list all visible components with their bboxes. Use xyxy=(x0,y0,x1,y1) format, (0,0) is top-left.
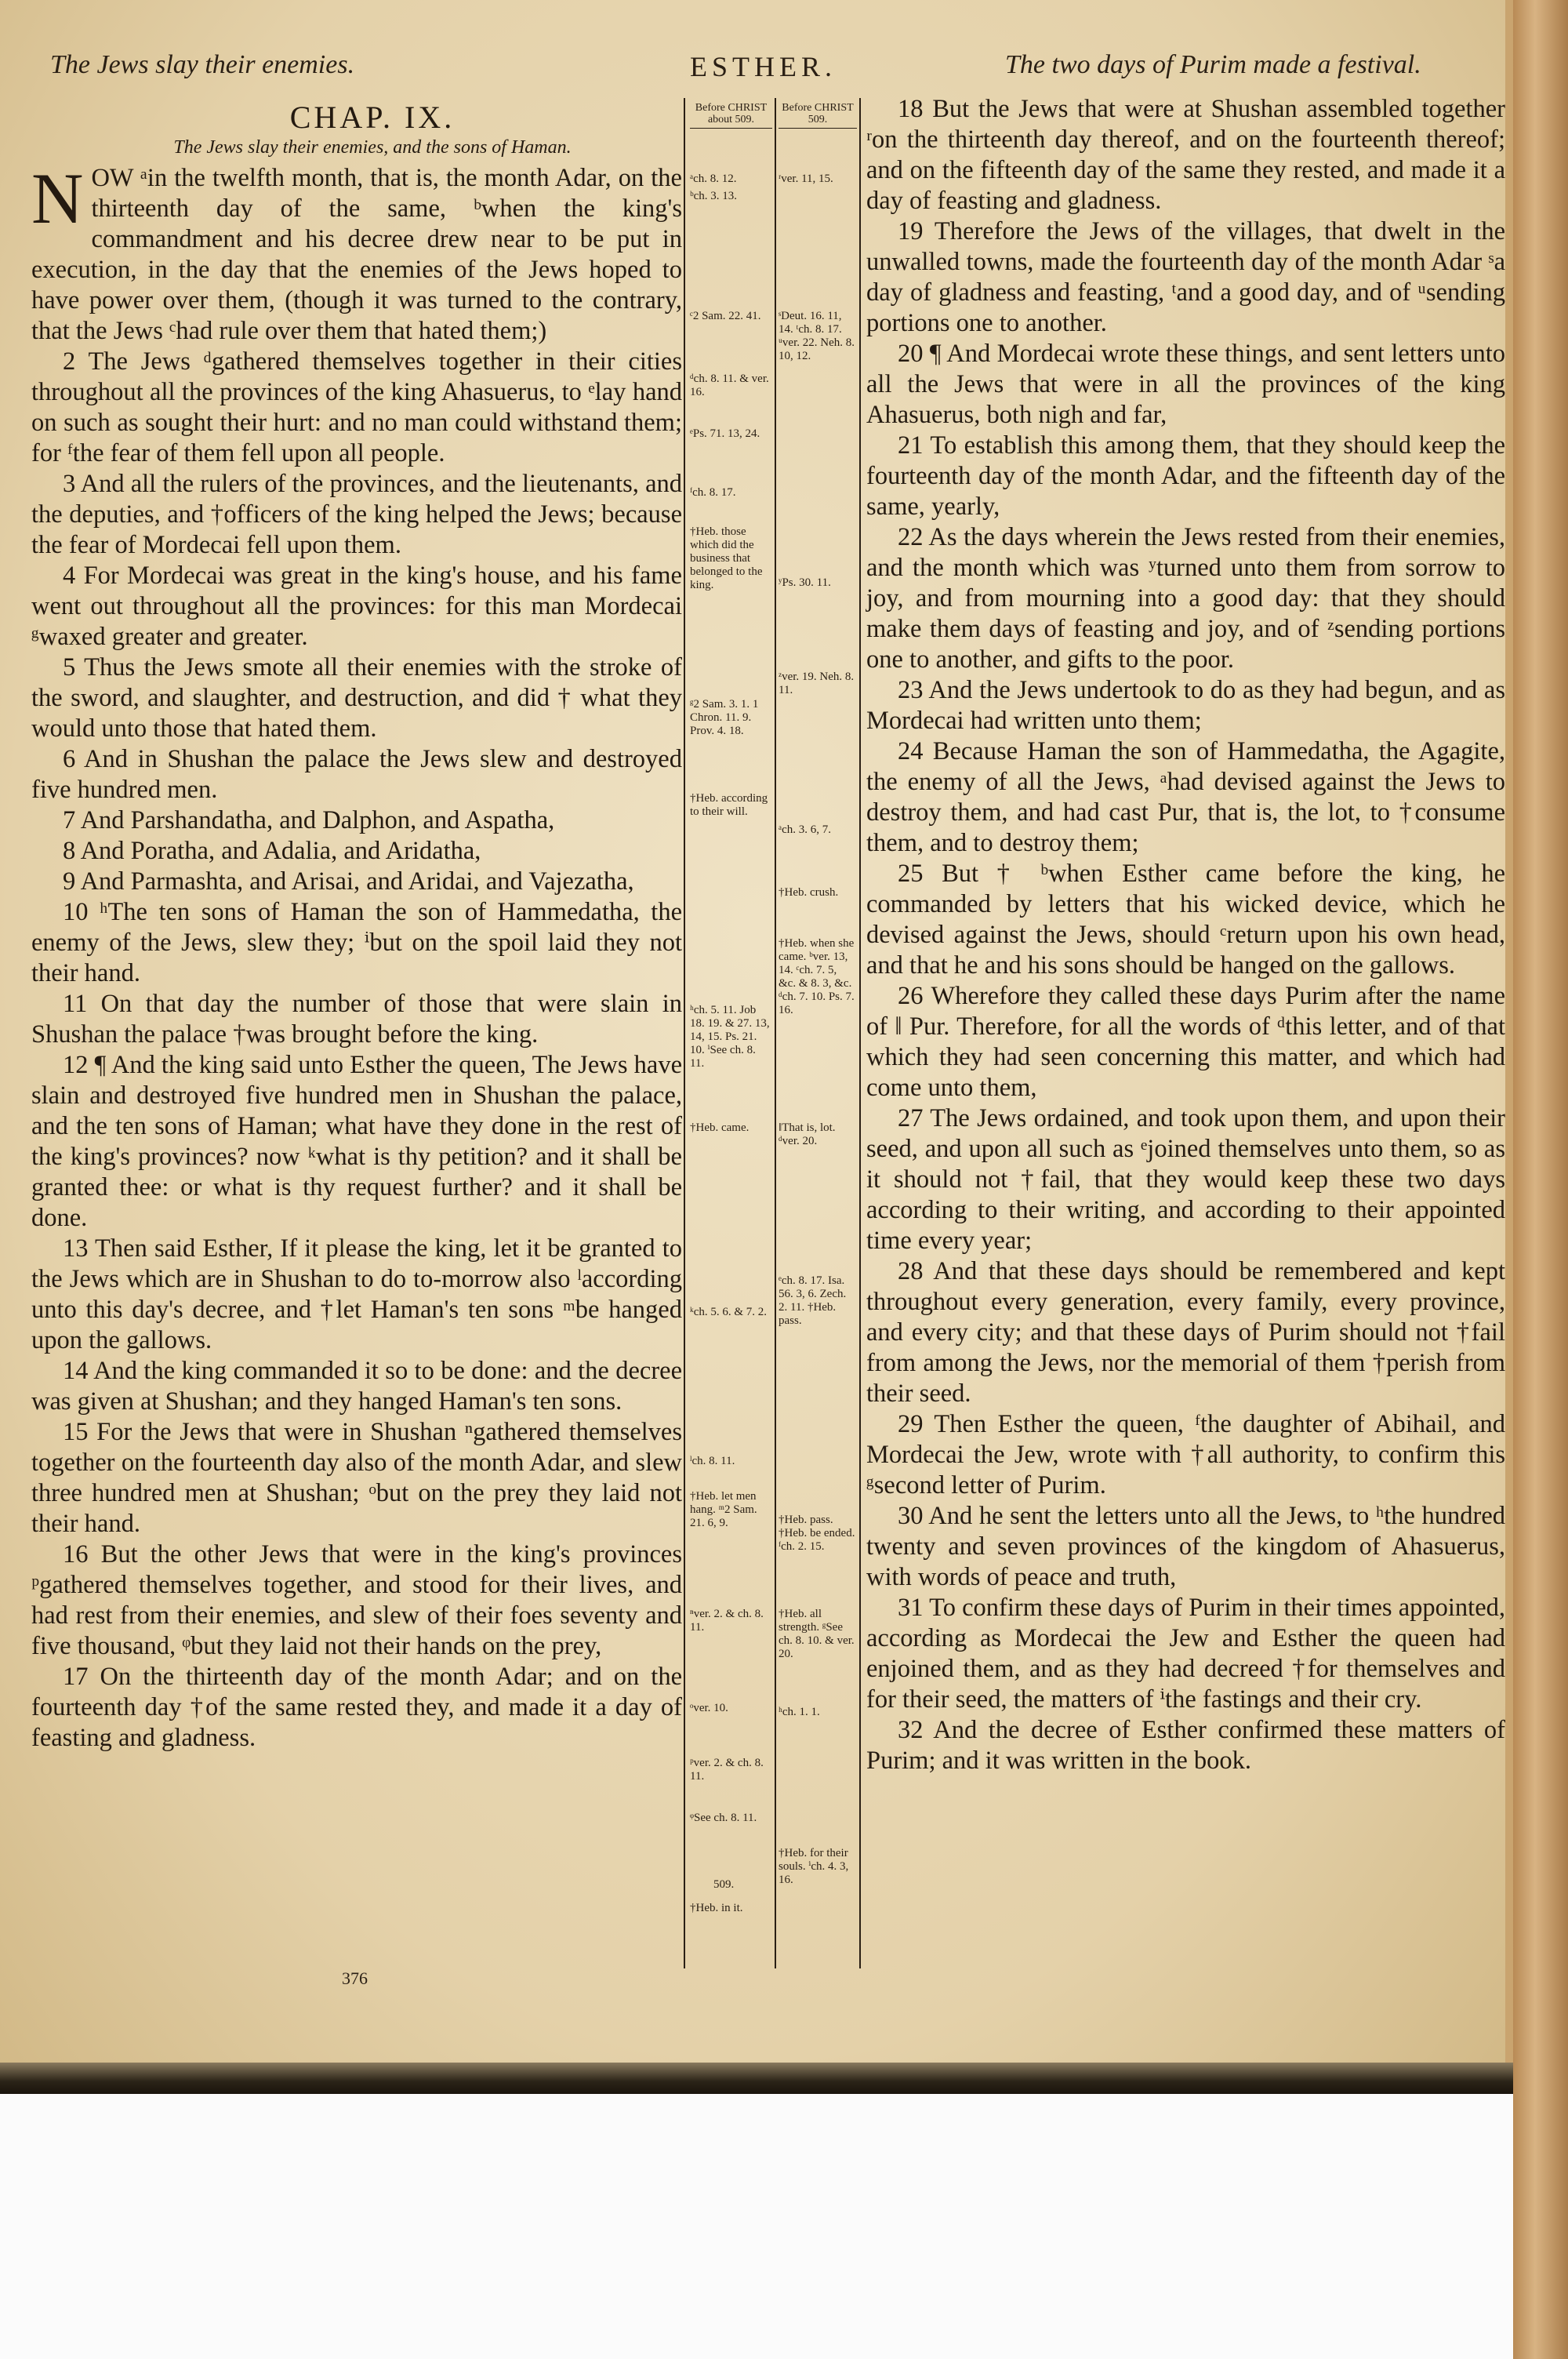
margin-note: ᵒver. 10. xyxy=(690,1702,728,1714)
margin-note: ʸPs. 30. 11. xyxy=(779,576,831,589)
verse: 30 And he sent the letters unto all the Jews, to ʰthe hundred twenty and seven provinces of the kingdom of Ahasuerus, with words of peace and truth, xyxy=(866,1502,1505,1591)
verse: 3 And all the rulers of the provinces, and the lieutenants, and the deputies, and †officers of the king helped the Jews; because the fear of Mordecai fell upon them. xyxy=(31,470,682,559)
margin-note: ˢDeut. 16. 11, 14. ᵗch. 8. 17. ᵘver. 22. Neh. 8. 10, 12. xyxy=(779,310,855,362)
running-head-left: The Jews slay their enemies. xyxy=(50,50,355,79)
drop-cap: N xyxy=(31,158,84,238)
verse: 17 On the thirteenth day of the month Adar; and on the fourteenth day †of the same rested they, and made it a day of feasting and gladness. xyxy=(31,1663,682,1752)
running-head-book: ESTHER. xyxy=(690,51,837,82)
margin-note: ᵃch. 3. 6, 7. xyxy=(779,823,832,836)
margin-note: ᶜ2 Sam. 22. 41. xyxy=(690,310,761,322)
margin-note: †Heb. those which did the business that belonged to the king. xyxy=(690,525,763,591)
verse: 7 And Parshandatha, and Dalphon, and Aspatha, xyxy=(63,806,555,834)
chapter-summary: The Jews slay their enemies, and the sons of Haman. xyxy=(173,137,572,158)
margin-note: 509. xyxy=(713,1878,735,1891)
right-text-column xyxy=(866,94,1505,1776)
chapter-title: CHAP. IX. xyxy=(289,100,456,135)
margin-note: ᶠch. 8. 17. xyxy=(690,486,736,499)
margin-note: ʳver. 11, 15. xyxy=(779,173,833,185)
margin-note: †Heb. pass. †Heb. be ended. ᶠch. 2. 15. xyxy=(779,1514,855,1553)
verse: 8 And Poratha, and Adalia, and Aridatha, xyxy=(63,837,481,865)
margin-note: ᵏch. 5. 6. & 7. 2. xyxy=(690,1306,768,1318)
margin-note: ‖That is, lot. ᵈver. 20. xyxy=(779,1121,836,1147)
verse: 16 But the other Jews that were in the king's provinces ᵖgathered themselves together, and stood for their lives, and had rest from their enemies, and slew of their foes seventy and five thousand, ᵠbut they laid not their hands on the prey, xyxy=(31,1540,682,1660)
verse: 14 And the king commanded it so to be done: and the decree was given at Shushan; and they hanged Haman's ten sons. xyxy=(31,1357,682,1416)
left-text-column xyxy=(31,102,682,1754)
margin-note: ᵇch. 3. 13. xyxy=(690,190,738,202)
verse: 9 And Parmashta, and Arisai, and Aridai, and Vajezatha, xyxy=(63,867,634,896)
margin-note: †Heb. for their souls. ⁱch. 4. 3, 16. xyxy=(779,1847,849,1886)
margin-note: ᵉch. 8. 17. Isa. 56. 3, 6. Zech. 2. 11. †Heb. pass. xyxy=(779,1274,847,1327)
margin-note: ʰch. 1. 1. xyxy=(779,1706,820,1718)
verse: 4 For Mordecai was great in the king's house, and his fame went out throughout all the provinces: for this man Mordecai ᵍwaxed greater and greater. xyxy=(31,562,682,651)
verse: 15 For the Jews that were in Shushan ⁿgathered themselves together on the fourteenth day also of the month Adar, and slew three hundred men at Shushan; ᵒbut on the prey they laid not their hand. xyxy=(31,1418,682,1538)
background-surface xyxy=(0,2094,1513,2359)
margin-note: ᵉPs. 71. 13, 24. xyxy=(690,427,760,440)
margin-note: †Heb. when she came. ᵇver. 13, 14. ᶜch. 7. 5, &c. & 8. 3, &c. ᵈch. 7. 10. Ps. 7. 16. xyxy=(779,937,855,1016)
margin-note: †Heb. crush. xyxy=(779,886,839,899)
verse: 11 On that day the number of those that were slain in Shushan the palace †was brought before the king. xyxy=(31,990,682,1049)
verse: 5 Thus the Jews smote all their enemies with the stroke of the sword, and slaughter, and destruction, and did † what they would unto those that hated them. xyxy=(31,653,682,743)
verse: 29 Then Esther the queen, ᶠthe daughter of Abihail, and Mordecai the Jew, wrote with †all authority, to confirm this ᵍsecond letter of Purim. xyxy=(866,1410,1505,1499)
margin-note: †Heb. all strength. ᵍSee ch. 8. 10. & ver. 20. xyxy=(779,1608,855,1660)
verse: 23 And the Jews undertook to do as they had begun, and as Mordecai had written unto them; xyxy=(866,676,1505,735)
verse: 18 But the Jews that were at Shushan assembled together ʳon the thirteenth day thereof, and on the fourteenth thereof; and on the fifteenth day of the same they rested, and made it a day of feasting and gladness. xyxy=(866,95,1505,215)
margin-note: †Heb. came. xyxy=(690,1121,750,1134)
verse: 28 And that these days should be remembered and kept throughout every generation, every family, every province, and every city; and that these days of Purim should not †fail from among the Jews, nor the memorial of them †perish from their seed. xyxy=(866,1257,1505,1408)
verse: 2 The Jews ᵈgathered themselves together in their cities throughout all the provinces of the king Ahasuerus, to ᵉlay hand on such as sought their hurt: and no man could withstand them; for ᶠthe fear of them fell upon all people. xyxy=(31,347,682,467)
verse: 32 And the decree of Esther confirmed these matters of Purim; and it was written in the book. xyxy=(866,1716,1505,1775)
margin-note: ᶻver. 19. Neh. 8. 11. xyxy=(779,671,855,696)
margin-rule-1 xyxy=(684,98,685,1968)
verse: 10 ʰThe ten sons of Haman the son of Hammedatha, the enemy of the Jews, slew they; ⁱbut on the spoil laid they not their hand. xyxy=(31,898,682,987)
margin-note: †Heb. according to their will. xyxy=(690,792,768,818)
margin-header-left: Before CHRIST about 509. xyxy=(690,102,772,129)
margin-note: †Heb. in it. xyxy=(690,1902,743,1914)
book-spine xyxy=(1513,0,1568,2359)
margin-note: ᵃch. 8. 12. xyxy=(690,173,737,185)
margin-note: ᵈch. 8. 11. & ver. 16. xyxy=(690,373,769,398)
verse: 13 Then said Esther, If it please the king, let it be granted to the Jews which are in Shushan to do to-morrow also ˡaccording unto this day's decree, and †let Haman's ten sons ᵐbe hanged upon the gallows. xyxy=(31,1234,682,1354)
margin-header-right: Before CHRIST 509. xyxy=(779,102,857,129)
verse: 31 To confirm these days of Purim in their times appointed, according as Mordecai the Jew and Esther the queen had enjoined them, and as they had decreed †for themselves and for their seed, the matters of ⁱthe fastings and their cry. xyxy=(866,1594,1505,1714)
verse: 12 ¶ And the king said unto Esther the queen, The Jews have slain and destroyed five hundred men in Shushan the palace, and the ten sons of Haman; what have they done in the rest of the king's provinces? now ᵏwhat is thy petition? and it shall be granted thee: or what is thy request further? and it shall be done. xyxy=(31,1051,682,1232)
verse: 6 And in Shushan the palace the Jews slew and destroyed five hundred men. xyxy=(31,745,682,804)
verse: 24 Because Haman the son of Hammedatha, the Agagite, the enemy of all the Jews, ᵃhad devised against the Jews to destroy them, and had cast Pur, that is, the lot, to †consume them, and to destroy them; xyxy=(866,737,1505,857)
verse: 20 ¶ And Mordecai wrote these things, and sent letters unto all the Jews that were in all the provinces of the king Ahasuerus, both nigh and far, xyxy=(866,340,1505,429)
margin-note: ᵠSee ch. 8. 11. xyxy=(690,1812,757,1824)
verse: 25 But † ᵇwhen Esther came before the king, he commanded by letters that his wicked device, which he devised against the Jews, should ᶜreturn upon his own head, and that he and his sons should be hanged on the gallows. xyxy=(866,860,1505,980)
verse: 22 As the days wherein the Jews rested from their enemies, and the month which was ʸturned unto them from sorrow to joy, and from mourning into a good day: that they should make them days of feasting and joy, and of ᶻsending portions one to another, and gifts to the poor. xyxy=(866,523,1505,674)
margin-note: ˡch. 8. 11. xyxy=(690,1455,735,1467)
margin-references-left xyxy=(690,102,772,1968)
running-head-right: The two days of Purim made a festival. xyxy=(1005,50,1421,79)
margin-note: ᵖver. 2. & ch. 8. 11. xyxy=(690,1757,764,1783)
margin-references-right xyxy=(779,102,857,1968)
margin-note: ʰch. 5. 11. Job 18. 19. & 27. 13, 14, 15. Ps. 21. 10. ⁱSee ch. 8. 11. xyxy=(690,1004,770,1070)
margin-note: ⁿver. 2. & ch. 8. 11. xyxy=(690,1608,764,1634)
page-bottom-edge xyxy=(0,2063,1568,2094)
verse: 26 Wherefore they called these days Purim after the name of ‖ Pur. Therefore, for all the words of ᵈthis letter, and of that which they had seen concerning this matter, and which had come unto them, xyxy=(866,982,1505,1102)
verse: 27 The Jews ordained, and took upon them, and upon their seed, and upon all such as ᵉjoined themselves unto them, so as it should not †fail, that they would keep these two days according to their writing, and according to their appointed time every year; xyxy=(866,1104,1505,1255)
verse: 19 Therefore the Jews of the villages, that dwelt in the unwalled towns, made the fourteenth day of the month Adar ˢa day of gladness and feasting, ᵗand a good day, and of ᵘsending portions one to another. xyxy=(866,217,1505,337)
margin-rule-2 xyxy=(775,98,776,1968)
margin-note: ᵍ2 Sam. 3. 1. 1 Chron. 11. 9. Prov. 4. 18. xyxy=(690,698,759,737)
margin-note: †Heb. let men hang. ᵐ2 Sam. 21. 6, 9. xyxy=(690,1490,757,1529)
margin-rule-3 xyxy=(859,98,861,1968)
page-number: 376 xyxy=(342,1968,368,1988)
verse-1: NOW ᵃin the twelfth month, that is, the month Adar, on the thirteenth day of the same, ᵇwhen the king's commandment and his decree drew near to be put in execution, in the day that the enemies of the Jews hoped to have power over them, (though it was turned to the contrary, that the Jews ᶜhad rule over them that hated them;) xyxy=(31,158,682,345)
verse: 21 To establish this among them, that they should keep the fourteenth day of the month Adar, and the fifteenth day of the same, yearly, xyxy=(866,431,1505,521)
